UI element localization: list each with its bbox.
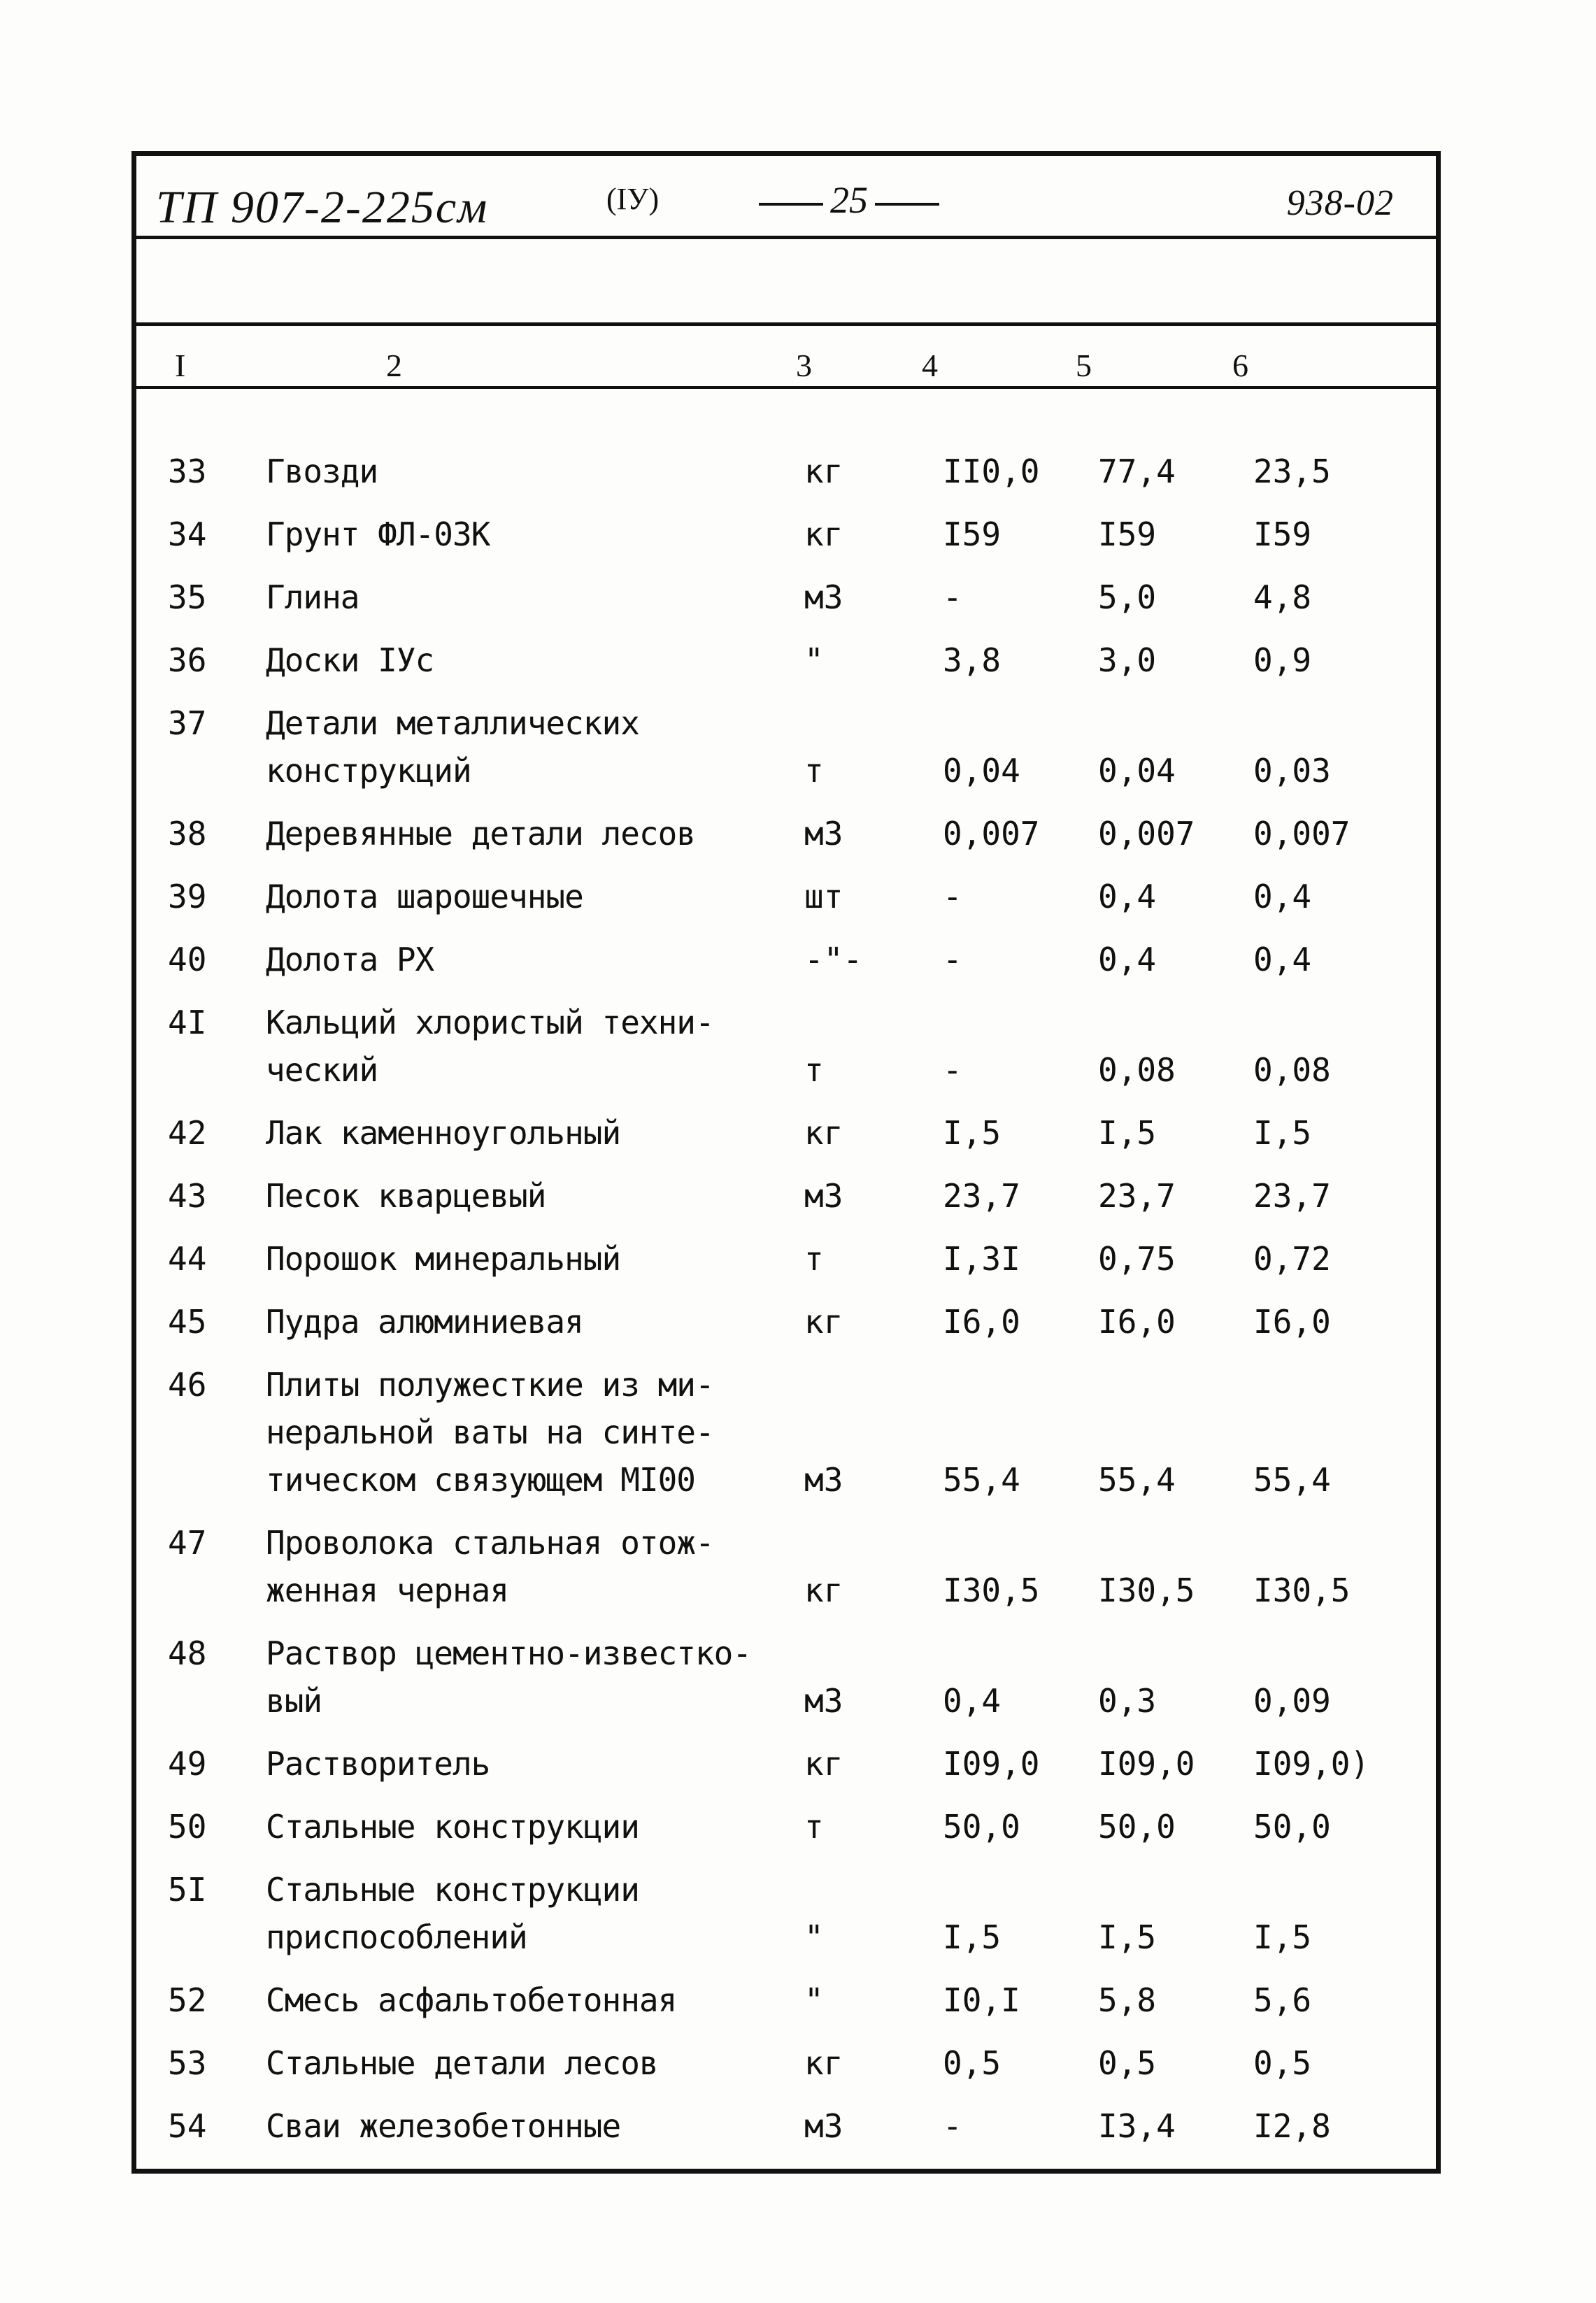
- quantity-col-5: 0,08: [1098, 1051, 1176, 1089]
- table-row: [168, 1851, 1407, 1961]
- row-number: 47: [168, 1524, 207, 1562]
- material-name: Лак каменноугольный: [266, 1114, 621, 1152]
- table-row: [168, 794, 1407, 857]
- quantity-col-4: 0,007: [943, 815, 1040, 853]
- quantity-col-4: 0,4: [943, 1682, 1002, 1720]
- material-name: Пудра алюминиевая: [266, 1303, 583, 1341]
- material-name: Деревянные детали лесов: [266, 815, 695, 853]
- quantity-col-4: 0,04: [943, 752, 1020, 790]
- quantity-col-6: 0,03: [1253, 752, 1331, 790]
- quantity-col-5: 0,4: [1098, 941, 1157, 978]
- column-number-5: 5: [1076, 348, 1092, 383]
- table-row: [168, 1157, 1407, 1220]
- sheet-code: 938-02: [1286, 183, 1394, 223]
- row-number: 52: [168, 1981, 207, 2019]
- quantity-col-4: I59: [943, 515, 1002, 553]
- quantity-col-6: 0,09: [1253, 1682, 1331, 1720]
- quantity-col-4: II0,0: [943, 452, 1040, 490]
- table-row: [168, 1504, 1407, 1614]
- quantity-col-5: 0,04: [1098, 752, 1176, 790]
- unit-of-measure: кг: [804, 1745, 843, 1783]
- quantity-col-5: 0,5: [1098, 2044, 1157, 2082]
- header-rule-lower: [136, 322, 1436, 326]
- material-name: Грунт ФЛ-03К: [266, 515, 490, 553]
- unit-of-measure: кг: [804, 1303, 843, 1341]
- quantity-col-4: I0,I: [943, 1981, 1020, 2019]
- quantity-col-4: I,3I: [943, 1240, 1020, 1278]
- quantity-col-5: 77,4: [1098, 452, 1176, 490]
- table-row: [168, 558, 1407, 621]
- header-rule: [136, 236, 1436, 239]
- table-row: [168, 2087, 1407, 2150]
- quantity-col-4: I,5: [943, 1114, 1002, 1152]
- quantity-col-4: 50,0: [943, 1808, 1020, 1846]
- materials-table: [168, 432, 1407, 2150]
- material-name: Долота шарошечные: [266, 878, 583, 915]
- row-number: 40: [168, 941, 207, 978]
- table-row: [168, 1788, 1407, 1851]
- quantity-col-5: I59: [1098, 515, 1157, 553]
- row-number: 33: [168, 452, 207, 490]
- quantity-col-4: -: [943, 578, 962, 616]
- table-row: [168, 684, 1407, 794]
- quantity-col-5: 50,0: [1098, 1808, 1176, 1846]
- table-row: [168, 857, 1407, 920]
- material-name: Сваи железобетонные: [266, 2107, 621, 2145]
- column-number-3: 3: [796, 348, 812, 383]
- quantity-col-5: I,5: [1098, 1918, 1157, 1956]
- quantity-col-6: 0,4: [1253, 878, 1312, 915]
- quantity-col-6: 0,08: [1253, 1051, 1331, 1089]
- quantity-col-6: 23,5: [1253, 452, 1331, 490]
- quantity-col-6: I59: [1253, 515, 1312, 553]
- unit-of-measure: ": [804, 1981, 824, 2019]
- material-name: Песок кварцевый: [266, 1177, 546, 1215]
- quantity-col-6: I09,0): [1253, 1745, 1370, 1783]
- quantity-col-6: 23,7: [1253, 1177, 1331, 1215]
- unit-of-measure: т: [804, 752, 824, 790]
- material-name: Смесь асфальтобетонная: [266, 1981, 677, 2019]
- quantity-col-5: I09,0: [1098, 1745, 1195, 1783]
- unit-of-measure: шт: [804, 878, 843, 915]
- material-name: Порошок минеральный: [266, 1240, 621, 1278]
- quantity-col-4: 3,8: [943, 641, 1002, 679]
- quantity-col-5: I30,5: [1098, 1571, 1195, 1609]
- quantity-col-5: 23,7: [1098, 1177, 1176, 1215]
- quantity-col-6: I6,0: [1253, 1303, 1331, 1341]
- material-name: Глина: [266, 578, 359, 616]
- quantity-col-5: I6,0: [1098, 1303, 1176, 1341]
- quantity-col-5: 3,0: [1098, 641, 1157, 679]
- quantity-col-6: 55,4: [1253, 1461, 1331, 1499]
- page-number: 25: [752, 178, 946, 222]
- quantity-col-6: 0,4: [1253, 941, 1312, 978]
- unit-of-measure: -"-: [804, 941, 863, 978]
- column-number-6: 6: [1232, 348, 1248, 383]
- quantity-col-6: I2,8: [1253, 2107, 1331, 2145]
- table-row: [168, 1283, 1407, 1346]
- quantity-col-6: 4,8: [1253, 578, 1312, 616]
- table-row: [168, 621, 1407, 684]
- column-number-4: 4: [922, 348, 938, 383]
- quantity-col-6: 0,9: [1253, 641, 1312, 679]
- quantity-col-6: I,5: [1253, 1114, 1312, 1152]
- material-name: Детали металлических конструкций: [266, 704, 639, 790]
- quantity-col-4: I6,0: [943, 1303, 1020, 1341]
- quantity-col-6: 0,007: [1253, 815, 1351, 853]
- row-number: 46: [168, 1366, 207, 1404]
- table-row: [168, 1961, 1407, 2024]
- quantity-col-6: 0,5: [1253, 2044, 1312, 2082]
- material-name: Плиты полужесткие из ми-неральной ваты на синте-тическом связующем МI00: [266, 1366, 714, 1499]
- unit-of-measure: м3: [804, 1177, 843, 1215]
- unit-of-measure: кг: [804, 1114, 843, 1152]
- row-number: 4I: [168, 1004, 207, 1041]
- unit-of-measure: кг: [804, 515, 843, 553]
- material-name: Доски IУс: [266, 641, 434, 679]
- unit-of-measure: м3: [804, 2107, 843, 2145]
- project-cipher: ТП 907-2-225см: [156, 182, 489, 233]
- quantity-col-5: 0,4: [1098, 878, 1157, 915]
- quantity-col-4: -: [943, 941, 962, 978]
- row-number: 37: [168, 704, 207, 742]
- quantity-col-5: 5,8: [1098, 1981, 1157, 2019]
- column-numbers-rule: [131, 386, 1437, 389]
- quantity-col-6: 5,6: [1253, 1981, 1312, 2019]
- unit-of-measure: м3: [804, 578, 843, 616]
- unit-of-measure: кг: [804, 2044, 843, 2082]
- table-row: [168, 920, 1407, 983]
- material-name: Растворитель: [266, 1745, 490, 1783]
- material-name: Долота РХ: [266, 941, 434, 978]
- unit-of-measure: т: [804, 1051, 824, 1089]
- quantity-col-4: I,5: [943, 1918, 1002, 1956]
- quantity-col-5: 0,3: [1098, 1682, 1157, 1720]
- table-row: [168, 495, 1407, 558]
- column-number-2: 2: [386, 348, 402, 383]
- table-row: [168, 432, 1407, 495]
- quantity-col-4: 55,4: [943, 1461, 1020, 1499]
- unit-of-measure: кг: [804, 452, 843, 490]
- table-row: [168, 983, 1407, 1094]
- quantity-col-5: 5,0: [1098, 578, 1157, 616]
- material-name: Кальций хлористый техни-ческий: [266, 1004, 714, 1089]
- row-number: 49: [168, 1745, 207, 1783]
- table-row: [168, 1614, 1407, 1725]
- row-number: 39: [168, 878, 207, 915]
- quantity-col-5: I3,4: [1098, 2107, 1176, 2145]
- row-number: 43: [168, 1177, 207, 1215]
- row-number: 5I: [168, 1871, 207, 1909]
- row-number: 34: [168, 515, 207, 553]
- unit-of-measure: кг: [804, 1571, 843, 1609]
- unit-of-measure: м3: [804, 1461, 843, 1499]
- unit-of-measure: м3: [804, 815, 843, 853]
- table-row: [168, 1094, 1407, 1157]
- unit-of-measure: ": [804, 1918, 824, 1956]
- row-number: 35: [168, 578, 207, 616]
- quantity-col-4: I30,5: [943, 1571, 1040, 1609]
- unit-of-measure: ": [804, 641, 824, 679]
- material-name: Проволока стальная отож-женная черная: [266, 1524, 714, 1609]
- quantity-col-5: 0,75: [1098, 1240, 1176, 1278]
- row-number: 36: [168, 641, 207, 679]
- quantity-col-4: 23,7: [943, 1177, 1020, 1215]
- quantity-col-6: 0,72: [1253, 1240, 1331, 1278]
- row-number: 44: [168, 1240, 207, 1278]
- row-number: 50: [168, 1808, 207, 1846]
- table-row: [168, 1346, 1407, 1504]
- quantity-col-4: I09,0: [943, 1745, 1040, 1783]
- material-name: Гвозди: [266, 452, 378, 490]
- quantity-col-6: 50,0: [1253, 1808, 1331, 1846]
- unit-of-measure: т: [804, 1240, 824, 1278]
- quantity-col-6: I,5: [1253, 1918, 1312, 1956]
- quantity-col-5: 55,4: [1098, 1461, 1176, 1499]
- row-number: 48: [168, 1634, 207, 1672]
- table-row: [168, 2024, 1407, 2087]
- row-number: 45: [168, 1303, 207, 1341]
- quantity-col-5: 0,007: [1098, 815, 1195, 853]
- quantity-col-4: -: [943, 878, 962, 915]
- row-number: 42: [168, 1114, 207, 1152]
- volume-number: (IУ): [606, 182, 660, 216]
- quantity-col-4: 0,5: [943, 2044, 1002, 2082]
- column-number-1: I: [175, 348, 186, 383]
- row-number: 38: [168, 815, 207, 853]
- material-name: Стальные детали лесов: [266, 2044, 658, 2082]
- quantity-col-4: -: [943, 1051, 962, 1089]
- quantity-col-6: I30,5: [1253, 1571, 1351, 1609]
- row-number: 53: [168, 2044, 207, 2082]
- quantity-col-4: -: [943, 2107, 962, 2145]
- unit-of-measure: м3: [804, 1682, 843, 1720]
- material-name: Стальные конструкции: [266, 1808, 639, 1846]
- material-name: Стальные конструкции приспособлений: [266, 1871, 639, 1956]
- table-row: [168, 1220, 1407, 1283]
- unit-of-measure: т: [804, 1808, 824, 1846]
- row-number: 54: [168, 2107, 207, 2145]
- table-row: [168, 1725, 1407, 1788]
- material-name: Раствор цементно-известко-вый: [266, 1634, 752, 1720]
- quantity-col-5: I,5: [1098, 1114, 1157, 1152]
